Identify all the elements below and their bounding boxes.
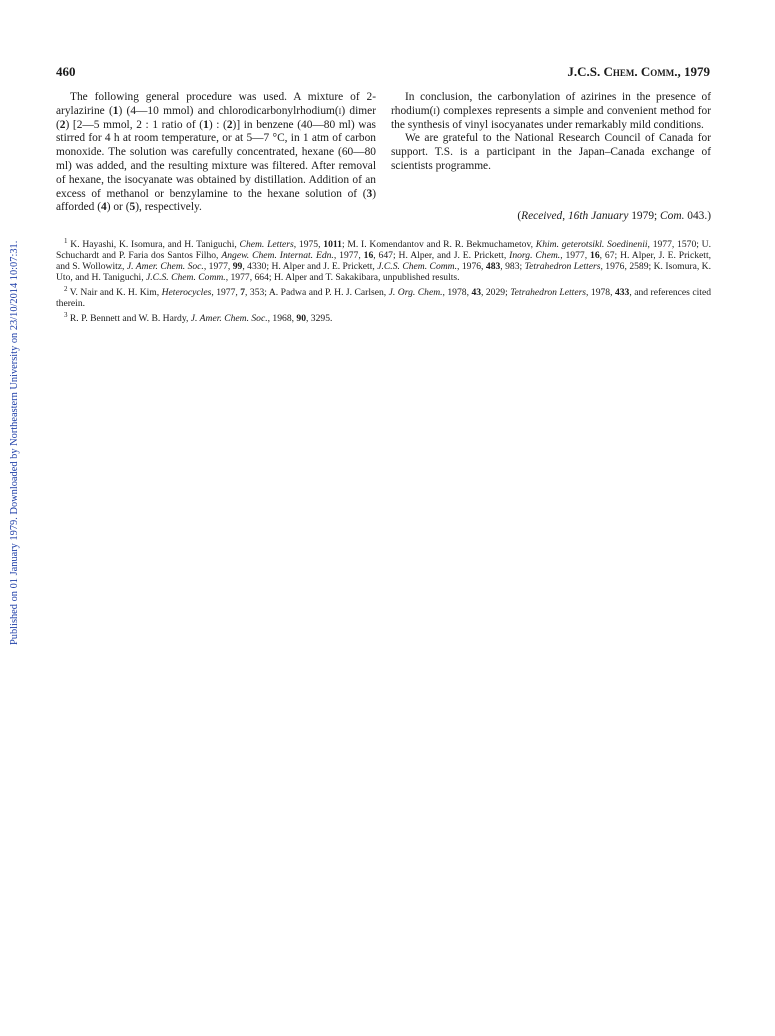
received-date: (Received, 16th January 1979; Com. 043.) <box>517 210 711 222</box>
download-watermark-text: Published on 01 January 1979. Downloaded by Northeastern University on 23/10/2014 10:07:31. <box>9 240 20 645</box>
left-column <box>56 91 376 215</box>
reference-item: $^2$ V. Nair and K. H. Kim, Heterocycles, 1977, 7, 353; A. Padwa and P. H. J. Carlsen, J. Org. Chem., 1978, 43, 2029; Tetrahedron Letters, 1978, 433, and references cited therein. <box>56 284 712 309</box>
reference-item: $^3$ R. P. Bennett and W. B. Hardy, J. Amer. Chem. Soc., 1968, 90, 3295. <box>64 310 333 324</box>
page-number: 460 <box>56 64 76 79</box>
journal-title: J.C.S. Chem. Comm., 1979 <box>567 64 710 79</box>
right-column <box>391 91 711 174</box>
conclusion-paragraph: In conclusion, the carbonylation of azirines in the presence of rhodium(i) complexes represents a simple and convenient method for the synthesis of vinyl isocyanates under remarkably mild conditions. <box>391 91 711 131</box>
reference-number: 3 <box>64 310 68 319</box>
reference-item: $^1$ K. Hayashi, K. Isomura, and H. Taniguchi, Chem. Letters, 1975, 1011; M. I. Komendantov and R. R. Bekmuchametov, Khim. geterotsikl. Soedinenii, 1977, 1570; U. Schuchardt and P. Faria dos Santos Filho, Angew. Chem. Internat. Edn., 1977, 16, 647; H. Alper, and J. E. Prickett, Inorg. Chem., 1977, 16, 67; H. Alper, J. E. Prickett, and S. Wollowitz, J. Amer. Chem. Soc., 1977, 99, 4330; H. Alper and J. E. Prickett, J.C.S. Chem. Comm., 1976, 483, 983; Tetrahedron Letters, 1976, 2589; K. Isomura, K. Uto, and H. Taniguchi, J.C.S. Chem. Comm., 1977, 664; H. Alper and T. Sakakibara, unpublished results. <box>56 237 712 283</box>
references-list <box>56 236 711 325</box>
reference-number: 1 <box>64 237 68 245</box>
running-header <box>56 64 710 82</box>
procedure-paragraph: The following general procedure was used. A mixture of 2-arylazirine (1) (4—10 mmol) and chlorodicarbonylrhodium(i) dimer (2) [2—5 mmol, 2 : 1 ratio of (1) : (2)] in benzene (40—80 ml) was stirred for 4 h at room temperature, or at 5—7 °C, in 1 atm of carbon monoxide. The solution was carefully concentrated, hexane (60—80 ml) was added, and the resulting mixture was filtered. After removal of hexane, the isocyanate was obtained by distillation. Addition of an excess of methanol or benzylamine to the hexane solution of (3) afforded (4) or (5), respectively. <box>56 91 376 214</box>
download-watermark <box>8 215 22 645</box>
acknowledgement-paragraph: We are grateful to the National Research Council of Canada for support. T.S. is a participant in the Japan–Canada exchange of scientists programme. <box>391 132 711 172</box>
reference-number: 2 <box>64 284 68 293</box>
